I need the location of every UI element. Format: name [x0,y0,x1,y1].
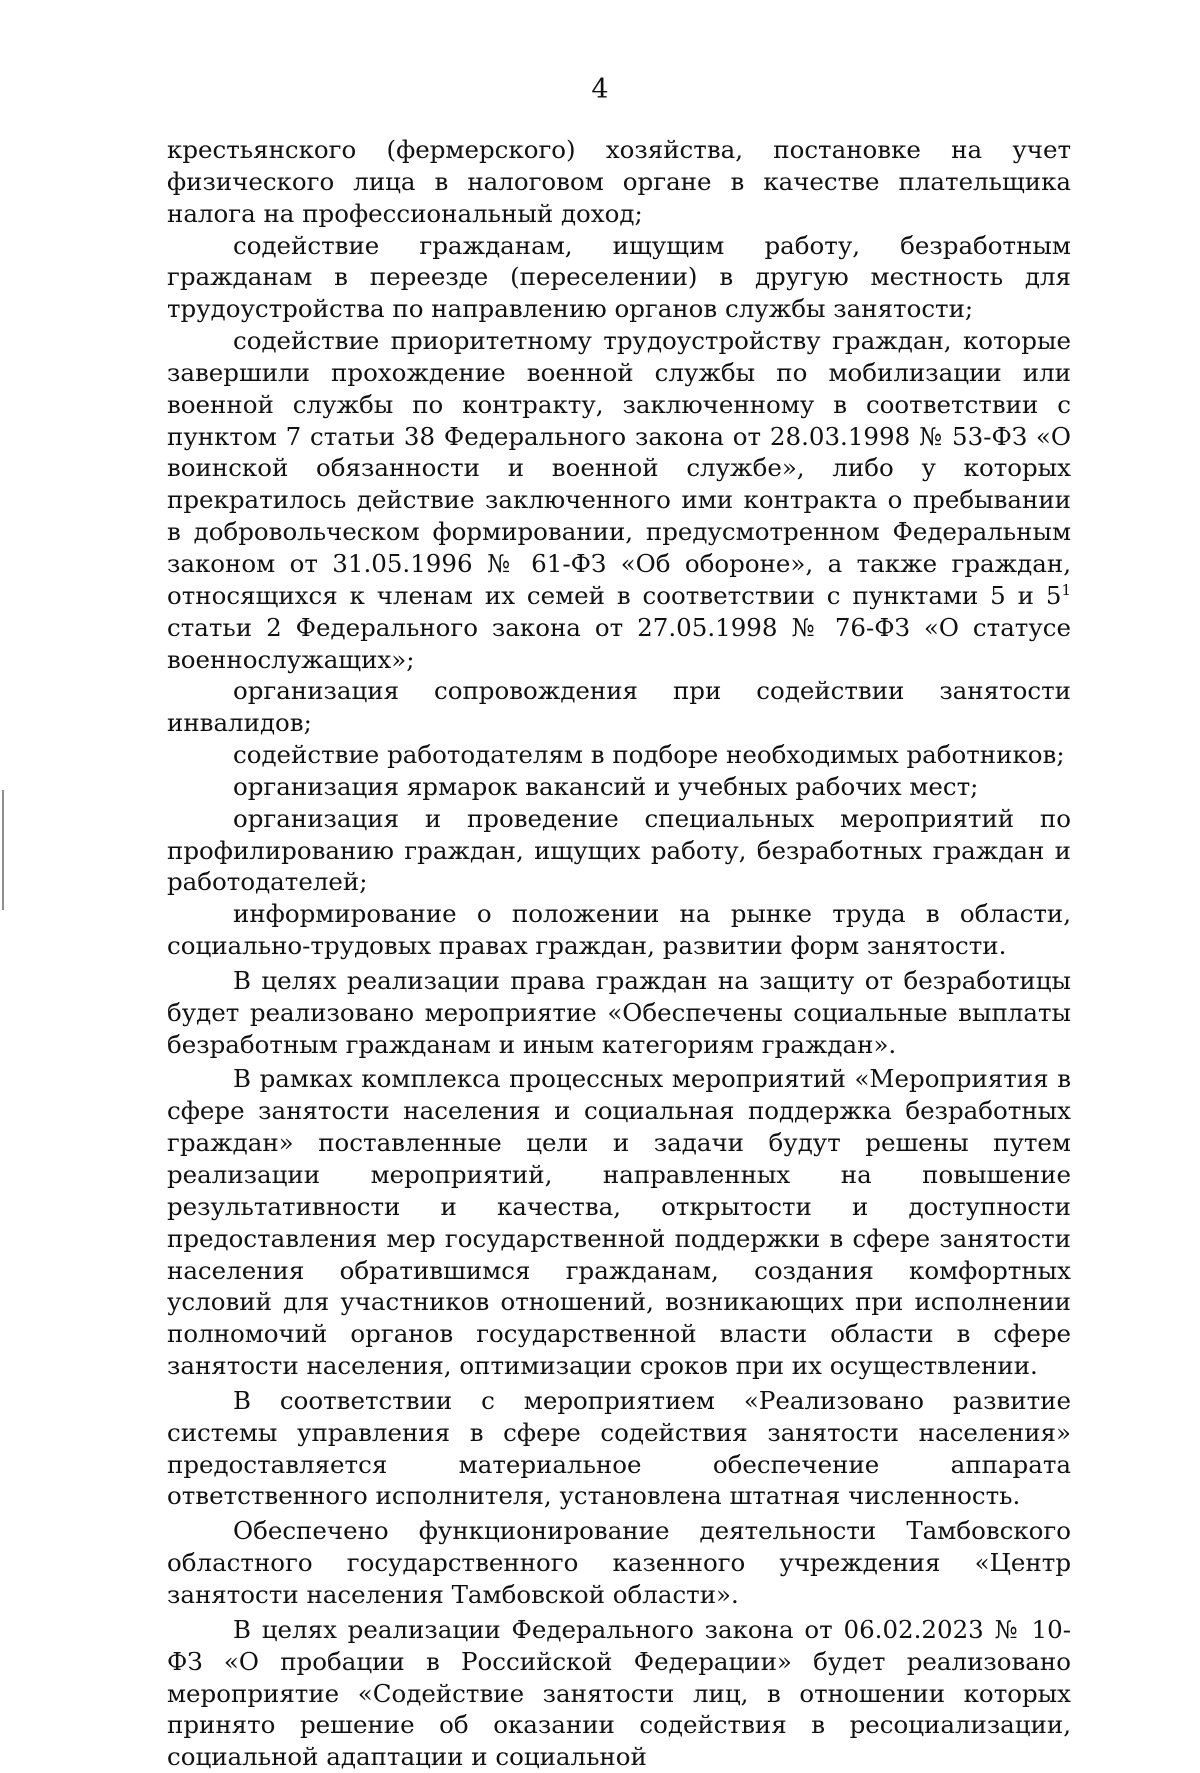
paragraph-military-employment [167,325,1071,675]
paragraph-military-employment-continuation: статьи 2 Федерального закона от 27.05.1998 № 76-ФЗ «О статусе военнослужащих»; [167,612,1071,674]
scan-edge-mark [2,790,4,910]
paragraph-labor-market-info: информирование о положении на рынке труда в области, социально-трудовых правах граждан, развитии форм занятости. [167,899,1071,961]
paragraph-probation-law: В целях реализации Федерального закона от 06.02.2023 № 10-ФЗ «О пробации в Российской Федерации» будет реализовано мероприятие «Содействие занятости лиц, в отношении которых принято решение об оказании содействия в ресоциализации, социальной адаптации и социальной [167,1614,1071,1772]
superscript-one: 1 [1061,580,1071,599]
paragraph-process-measures: В рамках комплекса процессных мероприятий «Мероприятия в сфере занятости населения и социальная поддержка безработных граждан» поставленные цели и задачи будут решены путем реализации мероприятий, направленных на повышение результативности и качества, открытости и доступности предоставления мер государственной поддержки в сфере занятости населения обратившимся гражданам, создания комфортных условий для участников отношений, возникающих при исполнении полномочий органов государственной власти области в сфере занятости населения, оптимизации сроков при их осуществлении. [167,1064,1071,1381]
paragraph-military-employment-text: содействие приоритетному трудоустройству граждан, которые завершили прохождение военной службы по мобилизации или военной службы по контракту, заключенному в соответствии с пунктом 7 статьи 38 Федерального закона от 28.03.1998 № 53-ФЗ «О воинской обязанности и военной службе», либо у которых прекратилось действие заключенного ими контракта о пребывании в добровольческом формировании, предусмотренном Федеральным законом от 31.05.1996 № 61-ФЗ «Об обороне», а также граждан, относящихся к членам их семей в соответствии с пунктами 5 и 5 [167,326,1071,610]
paragraph-profiling-events: организация и проведение специальных мероприятий по профилированию граждан, ищущих работу, безработных граждан и работодателей; [167,803,1071,897]
document-body [167,134,1071,1773]
paragraph-job-fairs: организация ярмарок вакансий и учебных рабочих мест; [233,771,979,801]
page-number: 4 [591,74,609,105]
paragraph-employment-center: Обеспечено функционирование деятельности Тамбовского областного государственного казенного учреждения «Центр занятости населения Тамбовской области». [167,1516,1071,1609]
paragraph-farm-registration: крестьянского (фермерского) хозяйства, постановке на учет физического лица в налоговом органе в качестве плательщика налога на профессиональный доход; [167,135,1071,228]
paragraph-unemployment-payments: В целях реализации права граждан на защиту от безработицы будет реализовано мероприятие «Обеспечены социальные выплаты безработным гражданам и иным категориям граждан». [167,965,1071,1059]
paragraph-disabled-support: организация сопровождения при содействии занятости инвалидов; [167,676,1071,738]
paragraph-management-system: В соответствии с мероприятием «Реализовано развитие системы управления в сфере содействия занятости населения» предоставляется материальное обеспечение аппарата ответственного исполнителя, установлена штатная численность. [167,1385,1071,1511]
paragraph-relocation-assistance: содействие гражданам, ищущим работу, безработным гражданам в переезде (переселении) в другую местность для трудоустройства по направлению органов службы занятости; [167,230,1071,324]
paragraph-employer-assistance: содействие работодателям в подборе необходимых работников; [233,740,1065,770]
